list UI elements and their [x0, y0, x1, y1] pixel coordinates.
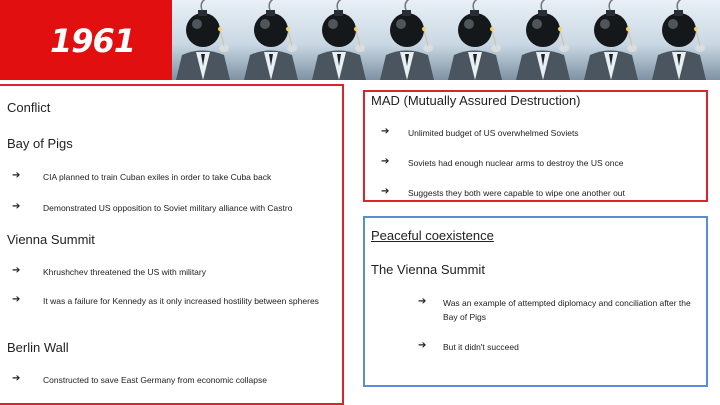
arrow-right-icon: ➔ [12, 201, 21, 212]
arrow-right-icon: ➔ [12, 294, 21, 305]
title-block [0, 0, 172, 80]
bay-point-1: CIA planned to train Cuban exiles in order to take Cuba back [43, 172, 272, 182]
arrow-right-icon: ➔ [12, 265, 21, 276]
mad-heading: MAD (Mutually Assured Destruction) [371, 93, 581, 108]
banner-image [172, 0, 720, 80]
conflict-heading: Conflict [7, 100, 51, 115]
mad-point-1: Unlimited budget of US overwhelmed Soviets [408, 128, 579, 138]
arrow-right-icon: ➔ [381, 186, 390, 197]
peace-point-1: Was an example of attempted diplomacy and conciliation after the Bay of Pigs [443, 298, 691, 322]
vienna-subheading: The Vienna Summit [371, 262, 485, 277]
vienna-point-1: Khrushchev threatened the US with military [43, 267, 206, 277]
bay-point-2: Demonstrated US opposition to Soviet military alliance with Castro [43, 203, 293, 213]
arrow-right-icon: ➔ [381, 156, 390, 167]
arrow-right-icon: ➔ [12, 170, 21, 181]
arrow-right-icon: ➔ [418, 296, 427, 307]
vienna-point-2: It was a failure for Kennedy as it only increased hostility between spheres [43, 296, 319, 306]
peace-point-2: But it didn't succeed [443, 342, 519, 352]
vienna-summit-heading: Vienna Summit [7, 232, 95, 247]
mad-point-3: Suggests they both were capable to wipe one another out [408, 188, 625, 198]
year-title: 1961 [50, 22, 136, 60]
mad-point-2: Soviets had enough nuclear arms to destroy the US once [408, 158, 624, 168]
berlin-wall-heading: Berlin Wall [7, 340, 69, 355]
arrow-right-icon: ➔ [381, 126, 390, 137]
bay-of-pigs-heading: Bay of Pigs [7, 136, 73, 151]
arrow-right-icon: ➔ [418, 340, 427, 351]
bomb-heads-illustration [172, 0, 720, 80]
arrow-right-icon: ➔ [12, 373, 21, 384]
peace-heading: Peaceful coexistence [371, 228, 494, 243]
berlin-point-1: Constructed to save East Germany from economic collapse [43, 375, 267, 385]
